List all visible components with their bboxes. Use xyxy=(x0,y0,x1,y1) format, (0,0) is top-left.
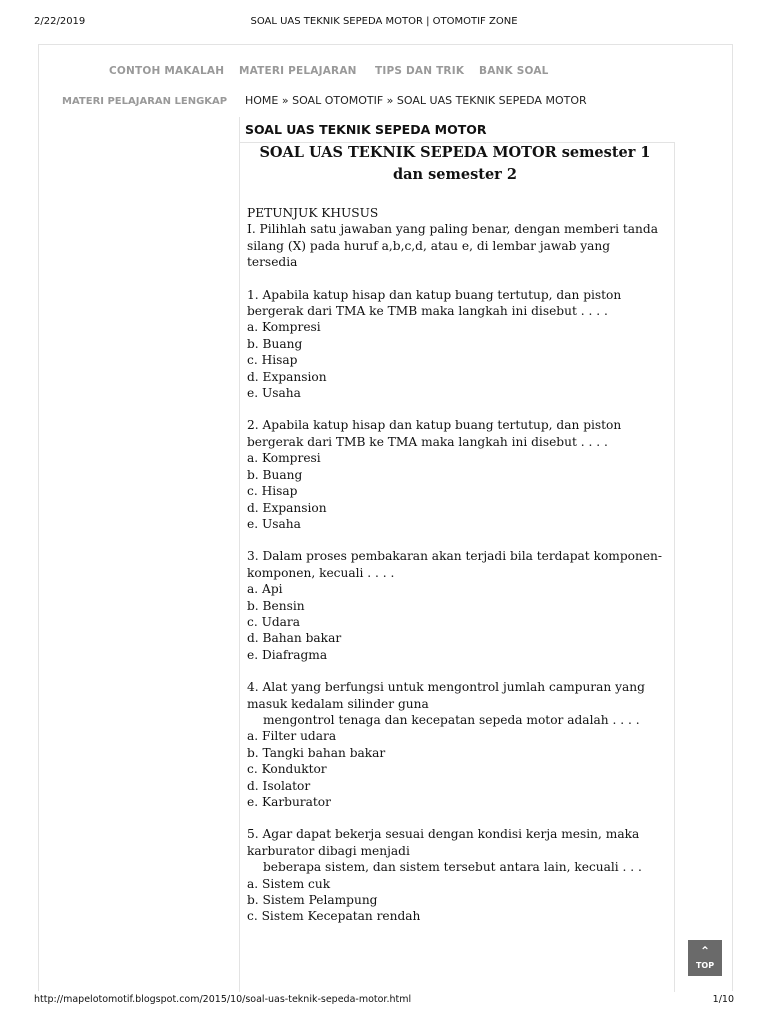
q1-option-e: e. Usaha xyxy=(247,386,301,401)
article-heading: SOAL UAS TEKNIK SEPEDA MOTOR semester 1 dan semester 2 xyxy=(259,144,651,183)
q4-option-a: a. Filter udara xyxy=(247,729,337,744)
q2-option-c: c. Hisap xyxy=(247,484,298,499)
q3-option-a: a. Api xyxy=(247,582,283,597)
q3-option-d: d. Bahan bakar xyxy=(247,631,342,646)
q1-option-a: a. Kompresi xyxy=(247,320,321,335)
nav-item-contoh-makalah[interactable]: CONTOH MAKALAH xyxy=(109,65,225,77)
post-title: SOAL UAS TEKNIK SEPEDA MOTOR xyxy=(245,122,487,137)
question-5: 5. Agar dapat bekerja sesuai dengan kondisi kerja mesin, maka karburator dibagi menjadi xyxy=(247,827,640,858)
breadcrumb-separator: » xyxy=(278,94,293,107)
nav-item-tips-dan-trik[interactable]: TIPS DAN TRIK xyxy=(375,65,465,77)
q1-option-c: c. Hisap xyxy=(247,353,298,368)
print-header xyxy=(34,16,734,30)
q4-option-e: e. Karburator xyxy=(247,795,331,809)
q4-option-c: c. Konduktor xyxy=(247,762,327,777)
print-footer xyxy=(34,994,734,1008)
breadcrumb-home[interactable]: HOME xyxy=(245,94,279,107)
breadcrumb-current: SOAL UAS TEKNIK SEPEDA MOTOR xyxy=(396,94,587,107)
print-url: http://mapelotomotif.blogspot.com/2015/10/soal-uas-teknik-sepeda-motor.html xyxy=(34,994,412,1005)
question-3: 3. Dalam proses pembakaran akan terjadi bila terdapat komponen-komponen, kecuali . . . . xyxy=(247,549,663,580)
question-4: 4. Alat yang berfungsi untuk mengontrol jumlah campuran yang masuk kedalam silinder guna xyxy=(247,680,645,711)
q2-option-e: e. Usaha xyxy=(247,516,301,531)
question-2: 2. Apabila katup hisap dan katup buang tertutup, dan piston bergerak dari TMB ke TMA maka langkah ini disebut . . . . xyxy=(247,418,622,449)
nav-item-bank-soal[interactable]: BANK SOAL xyxy=(479,65,549,77)
q2-option-b: b. Buang xyxy=(247,467,303,482)
q5-option-a: a. Sistem cuk xyxy=(247,876,331,891)
article-body xyxy=(247,142,663,925)
back-to-top-label: TOP xyxy=(695,961,715,970)
nav-item-materi-pelajaran-lengkap[interactable]: MATERI PELAJARAN LENGKAP xyxy=(62,96,228,107)
question-5-continued: beberapa sistem, dan sistem tersebut antara lain, kecuali . . . xyxy=(263,860,642,875)
petunjuk-title: PETUNJUK KHUSUS xyxy=(247,206,379,220)
q3-option-b: b. Bensin xyxy=(247,598,305,613)
breadcrumb xyxy=(245,94,587,107)
question-4-continued: mengontrol tenaga dan kecepatan sepeda motor adalah . . . . xyxy=(263,712,640,727)
petunjuk-text: I. Pilihlah satu jawaban yang paling benar, dengan memberi tanda silang (X) pada huruf a,b,c,d, atau e, di lembar jawab yang tersedia xyxy=(247,222,658,270)
q3-option-e: e. Diafragma xyxy=(247,647,328,662)
q3-option-c: c. Udara xyxy=(247,614,301,629)
q4-option-b: b. Tangki bahan bakar xyxy=(247,745,386,760)
q1-option-d: d. Expansion xyxy=(247,369,327,384)
breadcrumb-separator: » xyxy=(383,94,397,107)
q5-option-c: c. Sistem Kecepatan rendah xyxy=(247,909,421,924)
print-date: 2/22/2019 xyxy=(34,16,86,27)
breadcrumb-category[interactable]: SOAL OTOMOTIF xyxy=(292,94,384,107)
q2-option-a: a. Kompresi xyxy=(247,451,321,466)
print-page-number: 1/10 xyxy=(712,994,734,1005)
q2-option-d: d. Expansion xyxy=(247,500,327,515)
nav-item-materi-pelajaran[interactable]: MATERI PELAJARAN xyxy=(239,65,357,77)
chevron-up-icon: ⌃ xyxy=(699,944,711,958)
back-to-top-button[interactable] xyxy=(688,940,722,976)
question-1: 1. Apabila katup hisap dan katup buang tertutup, dan piston bergerak dari TMA ke TMB maka langkah ini disebut . . . . xyxy=(247,287,622,319)
q4-option-d: d. Isolator xyxy=(247,778,311,793)
print-title: SOAL UAS TEKNIK SEPEDA MOTOR | OTOMOTIF ZONE xyxy=(250,16,518,27)
q1-option-b: b. Buang xyxy=(247,336,303,351)
q5-option-b: b. Sistem Pelampung xyxy=(247,893,378,908)
